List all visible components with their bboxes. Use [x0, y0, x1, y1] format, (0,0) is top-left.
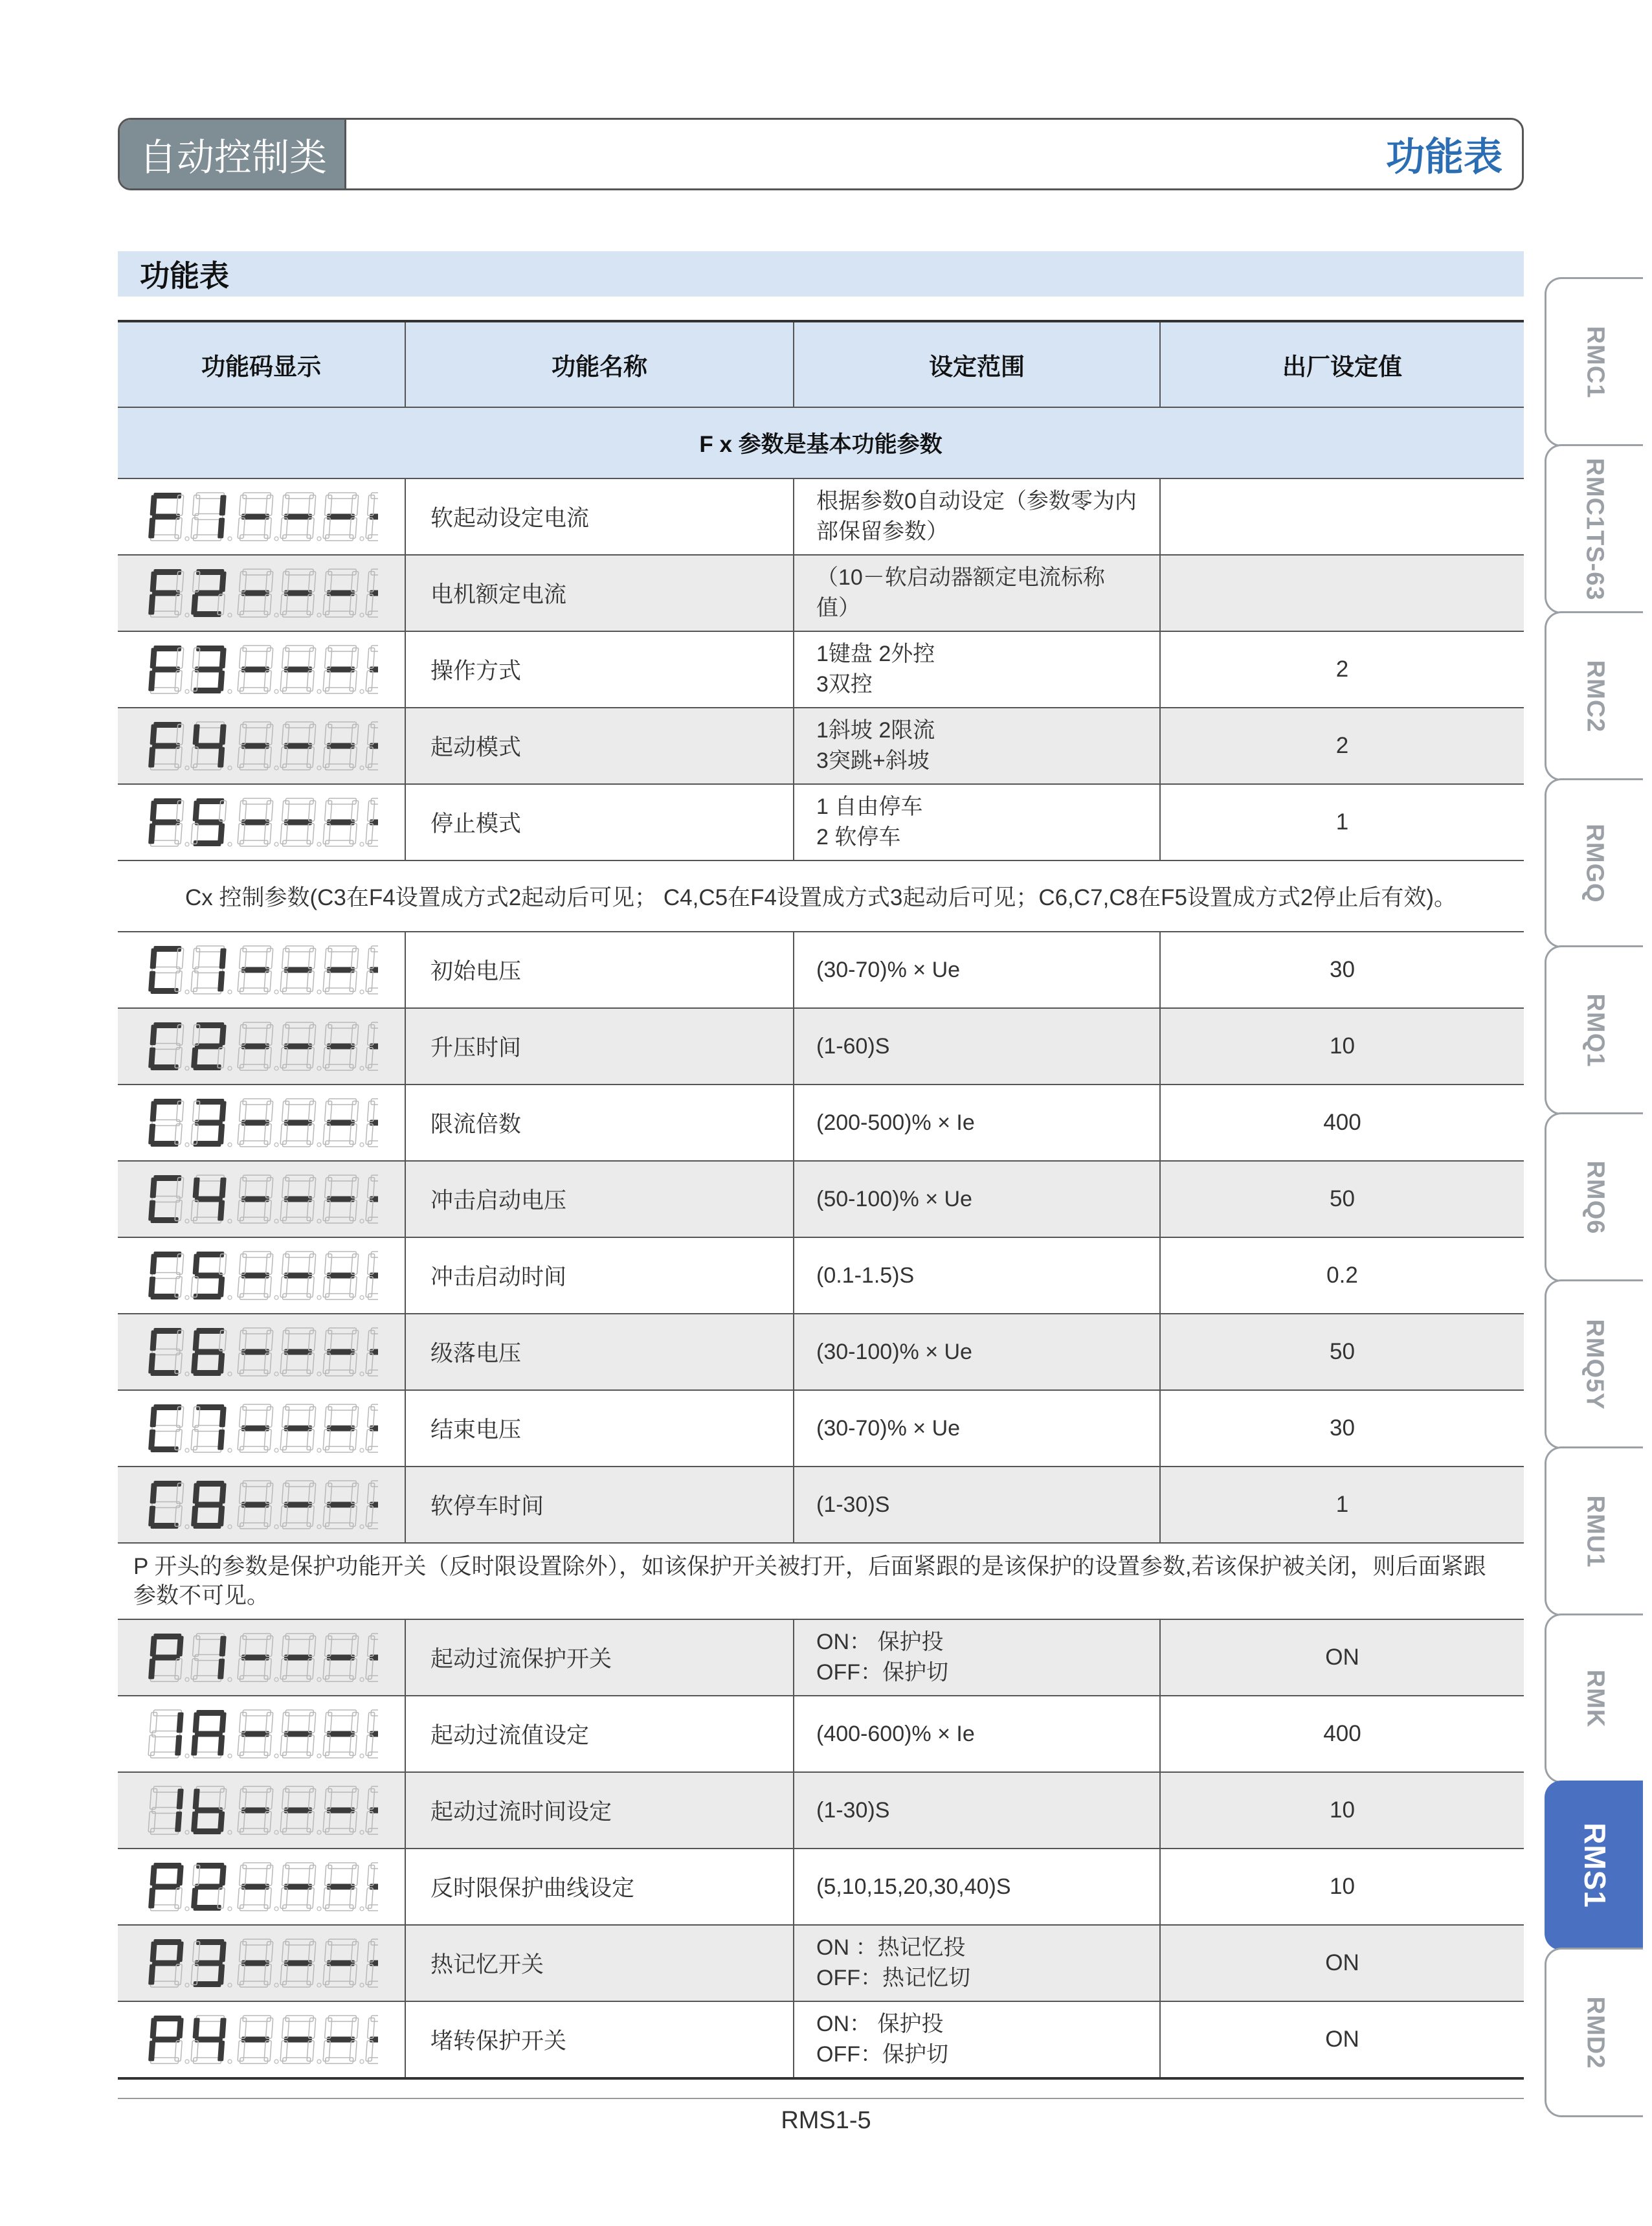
lcd-digit — [280, 1481, 315, 1529]
lcd-digit — [322, 646, 358, 693]
lcd-digit — [280, 493, 315, 541]
function-name: 起动模式 — [405, 708, 794, 784]
function-code-display — [118, 932, 405, 1008]
lcd-digit — [365, 946, 377, 994]
lcd-digit — [190, 1939, 226, 1987]
setting-range: (5,10,15,20,30,40)S — [794, 1849, 1160, 1925]
lcd-digit — [365, 1863, 377, 1911]
side-tab-rmq6[interactable] — [1545, 1112, 1643, 1282]
function-name: 起动过流时间设定 — [405, 1772, 794, 1849]
setting-range: （10－软启动器额定电流标称值） — [794, 555, 1160, 631]
lcd-digit — [365, 646, 377, 693]
factory-default: 10 — [1160, 1849, 1524, 1925]
factory-default: 400 — [1160, 1085, 1524, 1161]
setting-range: (1-30)S — [794, 1772, 1160, 1849]
lcd-digit — [190, 1786, 226, 1834]
function-name: 级落电压 — [405, 1314, 794, 1390]
lcd-digit — [190, 1328, 226, 1376]
lcd-digit — [322, 1404, 358, 1452]
lcd-digit — [280, 1175, 315, 1223]
lcd-digit — [190, 646, 226, 693]
setting-range: ON ：热记忆投 OFF：热记忆切 — [794, 1925, 1160, 2001]
setting-range: 1 自由停车 2 软停车 — [794, 784, 1160, 860]
factory-default: 2 — [1160, 708, 1524, 784]
lcd-digit — [237, 1252, 273, 1299]
column-header: 出厂设定值 — [1160, 321, 1524, 407]
function-name: 升压时间 — [405, 1008, 794, 1085]
lcd-digit — [280, 946, 315, 994]
lcd-digit — [237, 1022, 273, 1070]
lcd-digit — [365, 1252, 377, 1299]
lcd-digit — [148, 1099, 183, 1147]
setting-range: 根据参数0自动设定（参数零为内部保留参数） — [794, 478, 1160, 555]
lcd-display-graphic — [145, 640, 378, 699]
lcd-digit — [148, 1863, 183, 1911]
function-code-display — [118, 555, 405, 631]
lcd-digit — [280, 1786, 315, 1834]
factory-default: 0.2 — [1160, 1237, 1524, 1314]
lcd-display-graphic — [145, 1246, 378, 1305]
lcd-digit — [148, 798, 183, 846]
lcd-digit — [237, 946, 273, 994]
table-row — [118, 708, 1524, 784]
lcd-display-graphic — [145, 1399, 378, 1457]
table-row — [118, 1925, 1524, 2001]
side-tab-rmd2[interactable] — [1545, 1948, 1643, 2117]
lcd-digit — [148, 1634, 183, 1681]
lcd-digit — [190, 722, 226, 770]
lcd-digit — [280, 1939, 315, 1987]
side-tab-label: RMQ6 — [1581, 1160, 1609, 1234]
table-row — [118, 1008, 1524, 1085]
factory-default: 10 — [1160, 1772, 1524, 1849]
lcd-digit — [237, 1328, 273, 1376]
side-tab-rmc2[interactable] — [1545, 611, 1643, 781]
side-tab-rmc1ts-63[interactable] — [1545, 444, 1643, 614]
table-row — [118, 860, 1524, 932]
lcd-digit — [190, 1022, 226, 1070]
function-code-display — [118, 1467, 405, 1543]
lcd-digit — [148, 493, 183, 541]
lcd-digit — [148, 1404, 183, 1452]
lcd-digit — [365, 1939, 377, 1987]
setting-range: (1-60)S — [794, 1008, 1160, 1085]
lcd-display-graphic — [145, 1934, 378, 1992]
side-tab-label: RMC1TS-63 — [1581, 457, 1609, 601]
lcd-digit — [365, 1022, 377, 1070]
lcd-digit — [148, 569, 183, 617]
side-tab-rms1[interactable] — [1545, 1781, 1643, 1950]
lcd-digit — [322, 1481, 358, 1529]
lcd-digit — [148, 2016, 183, 2063]
lcd-digit — [148, 1939, 183, 1987]
lcd-digit — [322, 1634, 358, 1681]
lcd-display-graphic — [145, 1705, 378, 1763]
function-name: 堵转保护开关 — [405, 2001, 794, 2078]
function-code-display — [118, 1314, 405, 1390]
lcd-digit — [322, 1939, 358, 1987]
function-code-display — [118, 1925, 405, 2001]
factory-default: 10 — [1160, 1008, 1524, 1085]
column-header: 功能名称 — [405, 321, 794, 407]
lcd-display-graphic — [145, 1476, 378, 1534]
table-row — [118, 1772, 1524, 1849]
lcd-digit — [148, 646, 183, 693]
category-label: 自动控制类 — [120, 120, 346, 188]
lcd-digit — [190, 1710, 226, 1758]
lcd-digit — [322, 1099, 358, 1147]
setting-range: (30-100)% × Ue — [794, 1314, 1160, 1390]
lcd-digit — [190, 1404, 226, 1452]
lcd-digit — [190, 1175, 226, 1223]
lcd-digit — [280, 1634, 315, 1681]
side-tab-rmu1[interactable] — [1545, 1446, 1643, 1616]
table-row — [118, 1161, 1524, 1237]
factory-default: ON — [1160, 2001, 1524, 2078]
lcd-digit — [190, 2016, 226, 2063]
lcd-digit — [237, 1786, 273, 1834]
side-tab-label: RMK — [1581, 1669, 1609, 1727]
lcd-digit — [190, 798, 226, 846]
lcd-digit — [365, 1404, 377, 1452]
lcd-digit — [280, 646, 315, 693]
lcd-digit — [365, 493, 377, 541]
setting-range: 1斜坡 2限流 3突跳+斜坡 — [794, 708, 1160, 784]
lcd-digit — [322, 2016, 358, 2063]
function-code-display — [118, 784, 405, 860]
side-tab-label: RMGQ — [1581, 823, 1609, 903]
setting-range: (0.1-1.5)S — [794, 1237, 1160, 1314]
side-tab-label: RMU1 — [1581, 1495, 1609, 1568]
function-code-display — [118, 631, 405, 708]
factory-default: ON — [1160, 1925, 1524, 2001]
lcd-digit — [190, 1252, 226, 1299]
function-name: 电机额定电流 — [405, 555, 794, 631]
setting-range: (1-30)S — [794, 1467, 1160, 1543]
lcd-display-graphic — [145, 717, 378, 775]
table-row — [118, 631, 1524, 708]
lcd-digit — [322, 946, 358, 994]
header-title: 功能表 — [1386, 135, 1502, 179]
lcd-digit — [280, 1863, 315, 1911]
column-header: 功能码显示 — [118, 321, 405, 407]
factory-default — [1160, 478, 1524, 555]
table-row — [118, 1390, 1524, 1467]
function-name: 起动过流保护开关 — [405, 1619, 794, 1696]
function-name: 软停车时间 — [405, 1467, 794, 1543]
lcd-digit — [237, 646, 273, 693]
function-name: 冲击启动电压 — [405, 1161, 794, 1237]
lcd-display-graphic — [145, 941, 378, 999]
note-p-params: P 开头的参数是保护功能开关（反时限设置除外），如该保护开关被打开，后面紧跟的是该保护的设置参数,若该保护被关闭，则后面紧跟参数不可见。 — [118, 1543, 1524, 1619]
table-row — [118, 1237, 1524, 1314]
function-name: 软起动设定电流 — [405, 478, 794, 555]
footer-divider — [118, 2098, 1524, 2099]
lcd-display-graphic — [145, 1781, 378, 1839]
lcd-display-graphic — [145, 793, 378, 851]
lcd-display-graphic — [145, 1094, 378, 1152]
lcd-display-graphic — [145, 1170, 378, 1228]
side-tab-label: RMQ1 — [1581, 993, 1609, 1067]
lcd-digit — [237, 1634, 273, 1681]
lcd-digit — [280, 1099, 315, 1147]
table-row — [118, 1467, 1524, 1543]
table-row — [118, 1849, 1524, 1925]
lcd-digit — [365, 1710, 377, 1758]
side-tab-label: RMC1 — [1581, 326, 1609, 398]
table-row — [118, 2001, 1524, 2078]
lcd-digit — [148, 1328, 183, 1376]
function-code-display — [118, 1085, 405, 1161]
group-heading-fx: F x 参数是基本功能参数 — [118, 407, 1524, 478]
lcd-display-graphic — [145, 2010, 378, 2069]
column-header: 设定范围 — [794, 321, 1160, 407]
lcd-digit — [322, 1022, 358, 1070]
function-code-display — [118, 1237, 405, 1314]
side-tab-rmk[interactable] — [1545, 1613, 1643, 1783]
setting-range: 1键盘 2外控 3双控 — [794, 631, 1160, 708]
lcd-digit — [322, 493, 358, 541]
factory-default: 30 — [1160, 1390, 1524, 1467]
function-name: 热记忆开关 — [405, 1925, 794, 2001]
setting-range: (30-70)% × Ue — [794, 932, 1160, 1008]
function-code-display — [118, 2001, 405, 2078]
setting-range: (50-100)% × Ue — [794, 1161, 1160, 1237]
function-code-display — [118, 1696, 405, 1772]
lcd-digit — [190, 946, 226, 994]
function-code-display — [118, 708, 405, 784]
page-header — [118, 118, 1524, 190]
setting-range: (400-600)% × Ie — [794, 1696, 1160, 1772]
lcd-digit — [190, 1634, 226, 1681]
factory-default: 1 — [1160, 1467, 1524, 1543]
lcd-digit — [322, 569, 358, 617]
lcd-digit — [365, 1634, 377, 1681]
lcd-digit — [280, 1022, 315, 1070]
function-name: 操作方式 — [405, 631, 794, 708]
function-code-display — [118, 1390, 405, 1467]
lcd-display-graphic — [145, 1858, 378, 1916]
function-name: 初始电压 — [405, 932, 794, 1008]
lcd-digit — [322, 722, 358, 770]
side-tab-rmc1[interactable] — [1545, 277, 1643, 447]
lcd-display-graphic — [145, 1017, 378, 1075]
lcd-digit — [280, 569, 315, 617]
factory-default: 400 — [1160, 1696, 1524, 1772]
table-row — [118, 407, 1524, 478]
function-code-display — [118, 1619, 405, 1696]
lcd-display-graphic — [145, 564, 378, 622]
lcd-digit — [237, 493, 273, 541]
function-code-display — [118, 1772, 405, 1849]
note-cx-params: Cx 控制参数(C3在F4设置成方式2起动后可见； C4,C5在F4设置成方式3起动后可见；C6,C7,C8在F5设置成方式2停止后有效)。 — [118, 860, 1524, 932]
setting-range: (30-70)% × Ue — [794, 1390, 1160, 1467]
function-code-display — [118, 1008, 405, 1085]
side-tab-rmq1[interactable] — [1545, 945, 1643, 1115]
lcd-display-graphic — [145, 488, 378, 546]
lcd-digit — [237, 2016, 273, 2063]
lcd-digit — [237, 1404, 273, 1452]
function-name: 起动过流值设定 — [405, 1696, 794, 1772]
table-row — [118, 1314, 1524, 1390]
function-name: 反时限保护曲线设定 — [405, 1849, 794, 1925]
lcd-digit — [190, 493, 226, 541]
lcd-digit — [322, 1252, 358, 1299]
factory-default — [1160, 555, 1524, 631]
factory-default: ON — [1160, 1619, 1524, 1696]
side-tab-label: RMQ5Y — [1581, 1318, 1609, 1410]
table-row — [118, 1543, 1524, 1619]
factory-default: 50 — [1160, 1314, 1524, 1390]
setting-range: ON： 保护投 OFF：保护切 — [794, 2001, 1160, 2078]
lcd-digit — [322, 1863, 358, 1911]
page-number: RMS1-5 — [781, 2107, 871, 2134]
lcd-digit — [365, 798, 377, 846]
lcd-digit — [280, 2016, 315, 2063]
lcd-digit — [322, 798, 358, 846]
lcd-digit — [322, 1786, 358, 1834]
lcd-digit — [237, 1175, 273, 1223]
lcd-digit — [280, 1404, 315, 1452]
side-tab-rmq5y[interactable] — [1545, 1279, 1643, 1449]
lcd-digit — [237, 1099, 273, 1147]
setting-range: ON： 保护投 OFF：保护切 — [794, 1619, 1160, 1696]
lcd-digit — [190, 1481, 226, 1529]
lcd-digit — [280, 1710, 315, 1758]
function-name: 冲击启动时间 — [405, 1237, 794, 1314]
function-name: 停止模式 — [405, 784, 794, 860]
lcd-digit — [280, 798, 315, 846]
lcd-digit — [322, 1175, 358, 1223]
setting-range: (200-500)% × Ie — [794, 1085, 1160, 1161]
lcd-digit — [148, 1786, 183, 1834]
lcd-digit — [365, 1786, 377, 1834]
lcd-display-graphic — [145, 1628, 378, 1687]
lcd-digit — [365, 1099, 377, 1147]
lcd-digit — [365, 2016, 377, 2063]
lcd-digit — [365, 722, 377, 770]
lcd-digit — [190, 1863, 226, 1911]
side-tab-label: RMC2 — [1581, 660, 1609, 732]
factory-default: 30 — [1160, 932, 1524, 1008]
side-tab-label: RMS1 — [1578, 1823, 1612, 1908]
lcd-digit — [148, 946, 183, 994]
function-name: 限流倍数 — [405, 1085, 794, 1161]
lcd-digit — [148, 722, 183, 770]
lcd-digit — [237, 1481, 273, 1529]
lcd-digit — [280, 1328, 315, 1376]
lcd-digit — [280, 1252, 315, 1299]
lcd-digit — [148, 1175, 183, 1223]
table-row — [118, 784, 1524, 860]
lcd-display-graphic — [145, 1323, 378, 1381]
lcd-digit — [365, 569, 377, 617]
lcd-digit — [190, 1099, 226, 1147]
lcd-digit — [148, 1710, 183, 1758]
lcd-digit — [237, 798, 273, 846]
function-code-display — [118, 1161, 405, 1237]
section-title: 功能表 — [118, 251, 1524, 297]
lcd-digit — [237, 1939, 273, 1987]
lcd-digit — [237, 569, 273, 617]
table-row — [118, 932, 1524, 1008]
lcd-digit — [365, 1328, 377, 1376]
function-code-display — [118, 1849, 405, 1925]
table-body — [118, 407, 1524, 2078]
function-table — [118, 320, 1524, 2080]
lcd-digit — [322, 1328, 358, 1376]
lcd-digit — [190, 569, 226, 617]
factory-default: 2 — [1160, 631, 1524, 708]
function-name: 结束电压 — [405, 1390, 794, 1467]
side-tab-label: RMD2 — [1581, 1996, 1609, 2069]
lcd-digit — [237, 1863, 273, 1911]
factory-default: 50 — [1160, 1161, 1524, 1237]
lcd-digit — [322, 1710, 358, 1758]
table-row — [118, 1696, 1524, 1772]
lcd-digit — [148, 1022, 183, 1070]
table-row — [118, 1619, 1524, 1696]
lcd-digit — [237, 722, 273, 770]
lcd-digit — [365, 1175, 377, 1223]
function-code-display — [118, 478, 405, 555]
lcd-digit — [148, 1252, 183, 1299]
factory-default: 1 — [1160, 784, 1524, 860]
lcd-digit — [280, 722, 315, 770]
lcd-digit — [237, 1710, 273, 1758]
side-tab-rmgq[interactable] — [1545, 778, 1643, 948]
table-row — [118, 555, 1524, 631]
lcd-digit — [365, 1481, 377, 1529]
table-row — [118, 478, 1524, 555]
table-header-row — [118, 321, 1524, 407]
table-row — [118, 1085, 1524, 1161]
lcd-digit — [148, 1481, 183, 1529]
